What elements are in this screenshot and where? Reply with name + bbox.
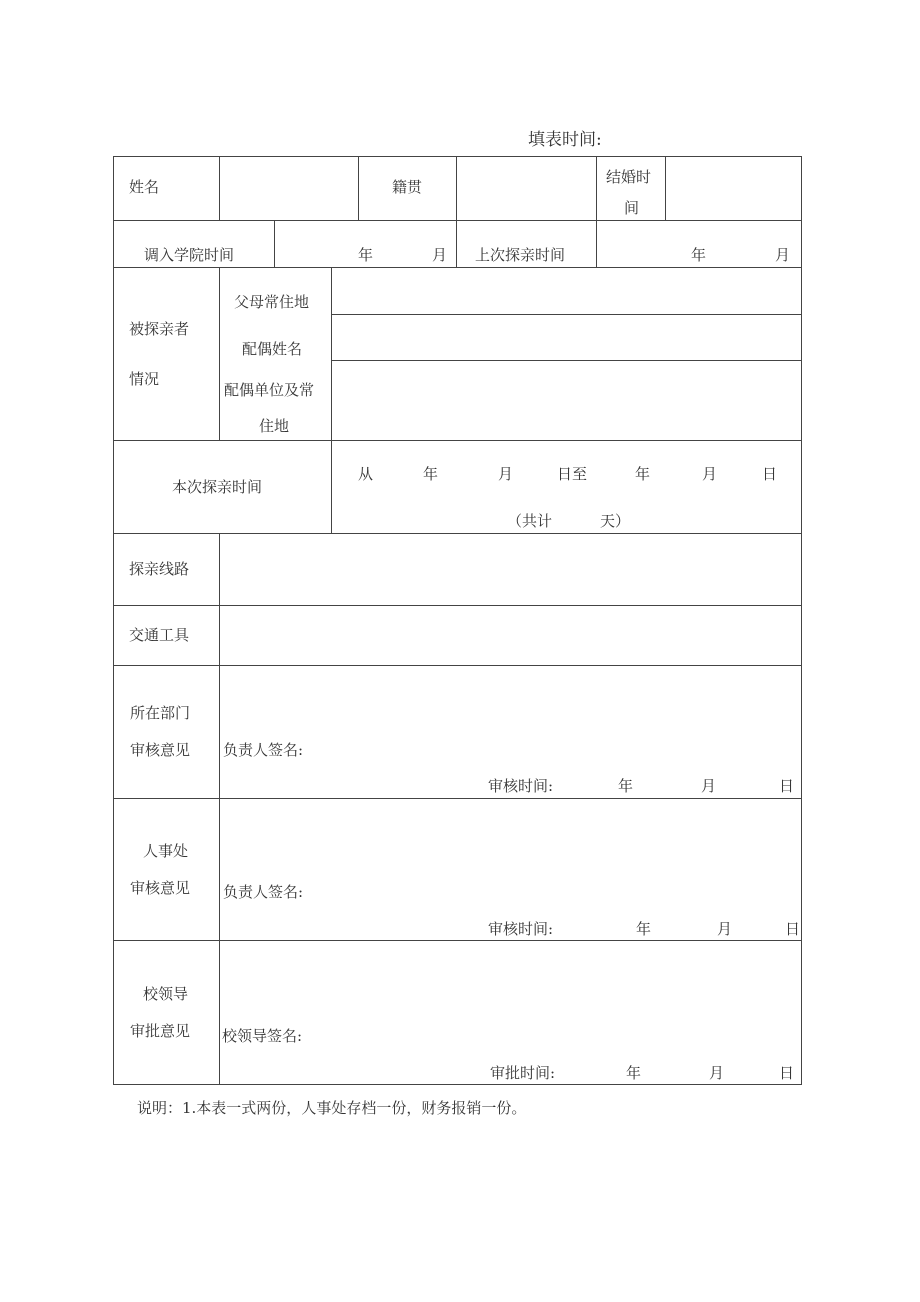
parents-residence-field[interactable] [332,268,801,314]
dept-review-month-label: 月 [701,777,717,795]
to-month-label: 月 [702,465,718,483]
parents-residence-label: 父母常住地 [234,293,310,311]
name-field[interactable] [220,157,358,220]
last-visit-year-label: 年 [691,246,707,264]
day-to-label: 日至 [557,465,588,483]
name-label: 姓名 [129,178,160,196]
approval-day-label: 日 [779,1064,795,1082]
marriage-time-label-cont: 间 [624,199,640,217]
visited-label: 被探亲者 [129,320,190,338]
hr-review-year-label: 年 [636,920,652,938]
marriage-time-field[interactable] [666,157,801,220]
spouse-unit-label-cont: 住地 [259,417,290,435]
to-day-label: 日 [762,465,778,483]
route-label: 探亲线路 [129,560,190,578]
hr-review-label-cont: 审核意见 [130,879,191,897]
hr-review-day-label: 日 [785,920,801,938]
dept-review-label-cont: 审核意见 [130,741,191,759]
from-label: 从 [358,465,374,483]
transport-field[interactable] [220,606,801,665]
from-year-label: 年 [423,465,439,483]
hr-review-month-label: 月 [717,920,733,938]
total-days-open-label: （共计 [507,512,553,530]
last-visit-month-label: 月 [775,246,791,264]
approval-year-label: 年 [626,1064,642,1082]
spouse-unit-field[interactable] [332,361,801,440]
route-field[interactable] [220,534,801,605]
hr-review-time-label: 审核时间: [488,920,554,938]
hr-review-label: 人事处 [143,842,189,860]
dept-review-label: 所在部门 [130,704,191,722]
leader-approval-label-cont: 审批意见 [130,1022,191,1040]
fill-time-label: 填表时间: [528,130,602,150]
hr-head-signature-label: 负责人签名: [223,883,304,901]
approval-month-label: 月 [709,1064,725,1082]
native-place-field[interactable] [457,157,596,220]
approval-time-label: 审批时间: [490,1064,556,1082]
from-month-label: 月 [498,465,514,483]
to-year-label: 年 [635,465,651,483]
spouse-name-field[interactable] [332,315,801,360]
visit-time-label: 本次探亲时间 [172,478,263,496]
spouse-unit-label: 配偶单位及常 [224,381,315,399]
leader-signature-label: 校领导签名: [222,1027,303,1045]
last-visit-time-label: 上次探亲时间 [475,246,566,264]
native-place-label: 籍贯 [392,178,423,196]
total-days-close-label: 天） [600,512,631,530]
transfer-year-label: 年 [358,246,374,264]
transfer-month-label: 月 [432,246,448,264]
spouse-name-label: 配偶姓名 [242,340,303,358]
dept-review-time-label: 审核时间: [488,777,554,795]
visited-label-cont: 情况 [129,370,160,388]
dept-review-day-label: 日 [779,777,795,795]
leader-approval-label: 校领导 [143,985,189,1003]
footer-note: 说明：1.本表一式两份，人事处存档一份，财务报销一份。 [137,1099,527,1117]
transport-label: 交通工具 [129,626,190,644]
dept-review-year-label: 年 [618,777,634,795]
dept-head-signature-label: 负责人签名: [223,741,304,759]
marriage-time-label: 结婚时 [606,168,652,186]
transfer-time-label: 调入学院时间 [144,246,235,264]
